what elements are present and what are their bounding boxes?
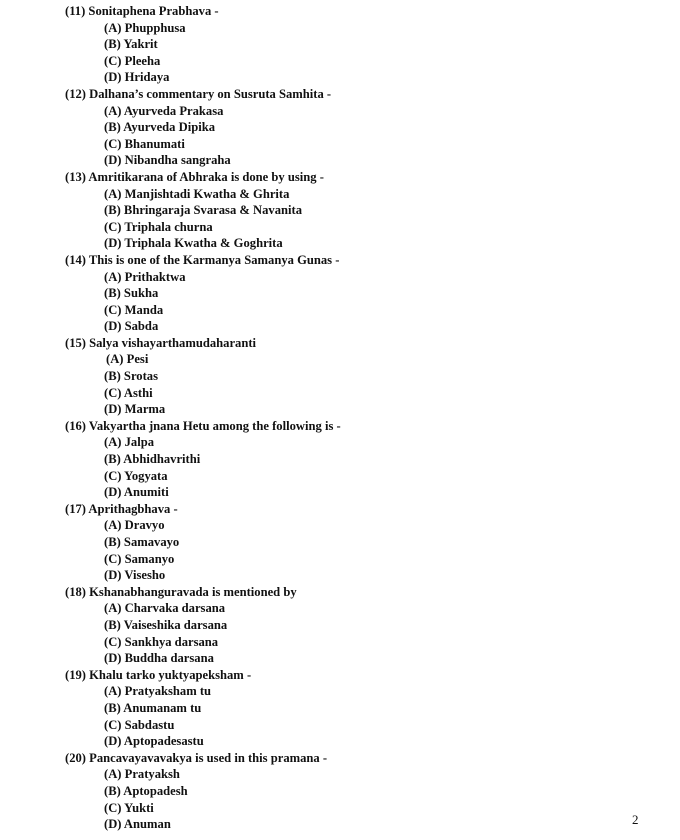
question-text: (17) Aprithagbhava - [65, 501, 178, 516]
answer-option: (B) Vaiseshika darsana [104, 617, 228, 632]
question-block [65, 750, 625, 833]
question-text: (11) Sonitaphena Prabhava - [65, 4, 219, 18]
answer-option: (A) Pesi [106, 352, 149, 367]
question-text: (13) Amritikarana of Abhraka is done by using - [65, 169, 324, 184]
question-block [65, 584, 625, 667]
answer-option: (B) Aptopadesh [104, 783, 188, 798]
answer-option: (C) Sankhya darsana [104, 634, 219, 649]
question-block [65, 418, 625, 501]
answer-option: (C) Asthi [104, 385, 153, 400]
answer-option: (A) Pratyaksham tu [104, 684, 212, 699]
answer-option: (B) Bhringaraja Svarasa & Navanita [104, 203, 303, 218]
answer-option: (D) Triphala Kwatha & Goghrita [104, 236, 283, 251]
question-text: (20) Pancavayavavakya is used in this pramana - [65, 750, 328, 765]
answer-option: (C) Yogyata [104, 468, 168, 483]
answer-option: (D) Anuman [104, 817, 171, 832]
answer-option: (A) Ayurveda Prakasa [104, 103, 224, 118]
answer-option: (D) Anumiti [104, 485, 169, 500]
answer-option: (B) Yakrit [104, 37, 158, 52]
answer-option: (A) Charvaka darsana [104, 601, 226, 616]
answer-option: (C) Samanyo [104, 551, 175, 566]
question-block [65, 3, 625, 86]
answer-option: (B) Sukha [104, 286, 159, 301]
question-text: (15) Salya vishayarthamudaharanti [65, 335, 257, 350]
question-text: (16) Vakyartha jnana Hetu among the following is - [65, 418, 341, 433]
question-text: (19) Khalu tarko yuktyapeksham - [65, 667, 252, 682]
question-block [65, 169, 625, 252]
answer-option: (B) Anumanam tu [104, 700, 202, 715]
answer-option: (D) Aptopadesastu [104, 734, 204, 749]
question-text: (12) Dalhana’s commentary on Susruta Samhita - [65, 86, 332, 101]
question-block [65, 501, 625, 584]
answer-option: (A) Pratyaksh [104, 767, 180, 782]
question-block [65, 252, 625, 335]
answer-option: (A) Jalpa [104, 435, 155, 450]
answer-option: (C) Manda [104, 302, 164, 317]
answer-option: (C) Yukti [104, 800, 154, 815]
page-number: 2 [632, 812, 639, 827]
question-block [65, 86, 625, 169]
answer-option: (D) Hridaya [104, 70, 170, 85]
answer-option: (D) Sabda [104, 319, 159, 334]
answer-option: (C) Pleeha [104, 53, 161, 68]
question-list [65, 3, 625, 833]
answer-option: (D) Buddha darsana [104, 651, 214, 666]
answer-option: (B) Srotas [104, 369, 158, 384]
answer-option: (C) Bhanumati [104, 136, 185, 151]
answer-option: (D) Visesho [104, 568, 166, 583]
answer-option: (C) Sabdastu [104, 717, 175, 732]
answer-option: (A) Prithaktwa [104, 269, 186, 284]
answer-option: (B) Ayurveda Dipika [104, 120, 216, 135]
answer-option: (A) Manjishtadi Kwatha & Ghrita [104, 186, 290, 201]
question-text: (18) Kshanabhanguravada is mentioned by [65, 584, 297, 599]
answer-option: (A) Phupphusa [104, 20, 186, 35]
answer-option: (C) Triphala churna [104, 219, 213, 234]
answer-option: (B) Samavayo [104, 535, 180, 549]
question-block [65, 335, 625, 418]
answer-option: (D) Marma [104, 402, 166, 417]
question-text: (14) This is one of the Karmanya Samanya Gunas - [65, 252, 340, 267]
answer-option: (A) Dravyo [104, 518, 165, 533]
question-block [65, 667, 625, 750]
answer-option: (B) Abhidhavrithi [104, 452, 201, 467]
answer-option: (D) Nibandha sangraha [104, 153, 231, 168]
